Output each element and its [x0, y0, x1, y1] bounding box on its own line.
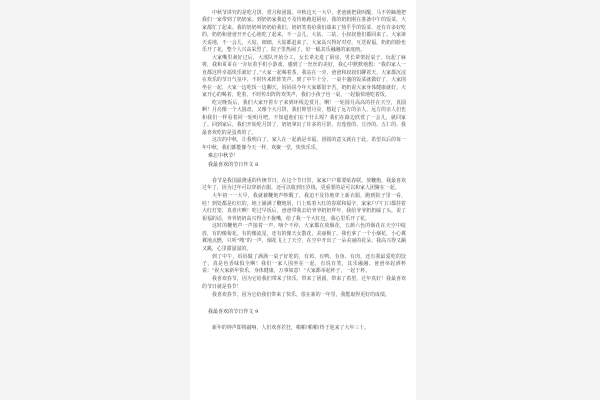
essay-title: 我最喜欢的节日作文 8 [208, 161, 259, 168]
essay3-paragraph: 新年的钟声即将敲响，人们欢喜若狂，啪啪!啪啪!终于迎来了大年三十。 [212, 324, 370, 331]
essay1-paragraph: 大家嘴里剥好过后，大部队开始分工，女长辈走进了厨房，男长辈架起桌子，玩起了麻将，我和哥哥在一旁玩着手机小游戏，感到了一丝丝的美好，我心中默默地想：“我的家人一直都这样幸福快乐就好了。”大家一起喝着茶，我站在一旁，爸爸和叔叔们聊着天，大家都沉浸在欢乐的节日气氛中，不时传来阵阵笑声。到了中午十分，一桌丰盛的饭菜就做好了，大家围坐在一起，大家一边吃饭一边聊天，妈妈说今年大家都很辛苦，奶奶说大家身体健康就好。大家开心的喝着，吃着，不时传出阵阵欢笑声，我们小孩子也一桌，一起愉快地吃着饭。 [202, 54, 406, 98]
essay1-paragraph: 中秋节讲究的是吃月饼，赏月和团圆。中秋这天一大早，老爸就把我叫醒，马不停蹄地把我们一家带到了奶奶家。到奶奶家我迫不及待地跑进厨房，我的奶奶刚在准备中午的饭菜，大家都忙了起来。我的奶奶叫奶奶给我们，奶奶笑着给我们端来了热乎乎的饭菜，还有许多好吃的，奶奶和爸爸开开心心地吃了起来，不一会儿，大姑、二姑，小叔叔他们都回来了。大家谈天说地，不一会儿，大姑，细细，大姑都赶来了，大家高兴得好对对，互送祝福，奶奶的脸也乐开了花，整个人兴高采烈了，院子里热闹了，好一幅其乐融融的家庭画。 [202, 10, 406, 54]
closing-line: 难忘中秋节！ [208, 153, 239, 160]
essay2-paragraph: 到了中午，妈妈做了满满一桌子好吃的，有鸡、有鸭、有鱼、有肉，还有我最爱吃的饺子，真是色香味俱全啊！我们一家人围坐在一起，有说有笑，其乐融融。爸爸举起酒杯说：“祝大家新年快乐，身体健康，万事如意！”大家都举起杯子，一起干杯。 [202, 253, 406, 275]
essay1-paragraph: 吃完晚饭后，我们大家开着车子来到环线边赏月，啊！一轮圆月高高的挂在天空，真圆啊！月亮像一个大圆盘，又像个大月饼，我们仰望月亮，想起了远方的亲人，远方的亲人们也和我们一样看着同一轮明月吧。不知道他们在干什么呢？我们在路边欣赏了一会儿，就回家了。回到家后，我们开始吃月饼了，奶奶拿出了许多的月饼，有莲蓉的、豆沙的、五仁的，我最喜欢吃的是蛋黄的了。 [202, 99, 406, 136]
essay2-paragraph: 大年初一一大早，我就被鞭炮声吵醒了，我迫不及待地穿上新衣服，跑到院子里一看，哇！到处都是红红的，地上铺满了鞭炮屑，门上贴着大红的春联和福字，家家户户门口都挂着大红灯笼，真喜庆啊！吃过早饭后，爸爸带我去给爷爷奶奶拜年，我给爷爷奶奶磕了头，说了祝福的话，爷爷奶奶高兴得合不拢嘴，给了我一个大红包，我心里乐开了花。 [202, 193, 406, 222]
document-page [190, 0, 416, 400]
essay2-paragraph: 我喜欢春节，因为它给我们带来了快乐，很在新的一年里，我能取得更好的成绩。 [212, 291, 390, 298]
essay2-paragraph: 春节是我国最隆重的传统节日，在这个节日里，家家户户都要贴春联，放鞭炮，我最喜欢过年了，因为过年可以穿新衣服，还可以收到压岁钱，更重要的是可以和家人团聚在一起。 [202, 178, 406, 192]
document-content [202, 10, 406, 333]
essay2-paragraph: 这时的鞭炮声一声接着一声，响个不停，大家都在放烟花，五颜六色的烟花在天空中绽放，有的像菊花，有的像流星，还有的像天女散花，美丽极了。我也拿了一个小烟花，小心翼翼地点燃，只听“嗖”的一声，烟花飞上了天空，在空中开出了一朵美丽的花朵，我高兴得又蹦又跳，心里甜滋滋的。 [202, 223, 406, 252]
essay1-paragraph: 这次的中秋，让我明白了，家人在一起就是幸福，团圆的意义就在于此，希望以后的每一年中秋，我们都能像今天一样，欢聚一堂，快快乐乐。 [202, 137, 406, 151]
essay2-paragraph: 我喜欢春节，因为它给我们带来了快乐，带来了团圆，带来了希望，过年真好！我最喜欢的节日就是春节！ [202, 276, 406, 290]
essay-title: 我最喜欢的节日作文 9 [208, 308, 259, 315]
